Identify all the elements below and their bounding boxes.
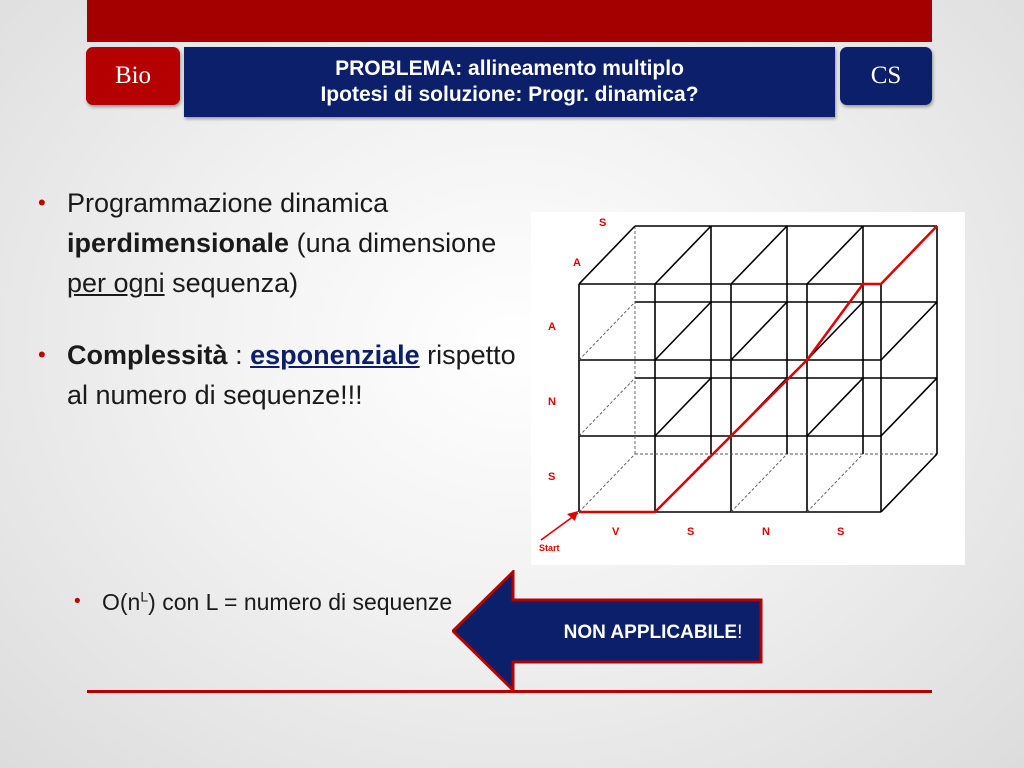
bullet-text-bold: iperdimensionale — [67, 228, 290, 258]
bullet-text-bold: Complessità — [67, 340, 228, 370]
bullet-dot-icon: • — [38, 342, 46, 367]
cs-tag: CS — [840, 47, 932, 105]
x-axis-label: S — [687, 526, 695, 538]
bullet-text: rispetto al numero di sequenze!!! — [67, 340, 516, 410]
bullet-dot-icon: • — [38, 190, 46, 215]
formula-text: ) con L = numero di sequenze — [148, 589, 453, 615]
x-axis-label: N — [762, 526, 770, 538]
alignment-lattice-figure — [531, 212, 965, 565]
callout-label-main: NON APPLICABILE — [563, 622, 738, 643]
bullet-list — [34, 183, 524, 415]
sub-bullet-complexity-formula — [72, 585, 492, 619]
slide-title — [184, 47, 835, 117]
bottom-divider — [87, 690, 932, 693]
top-banner — [87, 0, 932, 42]
callout-label — [564, 622, 743, 643]
bullet-item-complexity — [34, 335, 524, 415]
x-axis-label: V — [612, 526, 620, 538]
slide-title-line2: Ipotesi di soluzione: Progr. dinamica? — [320, 83, 699, 106]
y-axis-label: A — [548, 321, 556, 333]
start-label: Start — [539, 543, 560, 553]
y-axis-label: N — [548, 396, 556, 408]
x-axis-label: S — [837, 526, 845, 538]
y-axis-label: S — [548, 471, 556, 483]
bullet-text: Programmazione dinamica — [67, 188, 389, 218]
bio-tag: Bio — [86, 47, 180, 105]
bullet-text-underlined: per ogni — [67, 268, 165, 298]
z-axis-label: S — [599, 217, 607, 229]
formula-text: O(n — [102, 589, 141, 615]
callout-label-suffix: ! — [737, 622, 743, 643]
bullet-text-accent: esponenziale — [250, 340, 420, 370]
bullet-text: (una dimensione — [289, 228, 497, 258]
bullet-item-dynamic-programming — [34, 183, 524, 303]
bullet-text: : — [227, 340, 251, 370]
bullet-dot-icon: • — [74, 591, 81, 612]
non-applicable-callout — [452, 570, 764, 692]
formula-superscript: L — [140, 588, 149, 605]
z-axis-label: A — [573, 257, 581, 269]
bullet-text: sequenza) — [164, 268, 299, 298]
slide-title-line1: PROBLEMA: allineamento multiplo — [335, 57, 684, 80]
